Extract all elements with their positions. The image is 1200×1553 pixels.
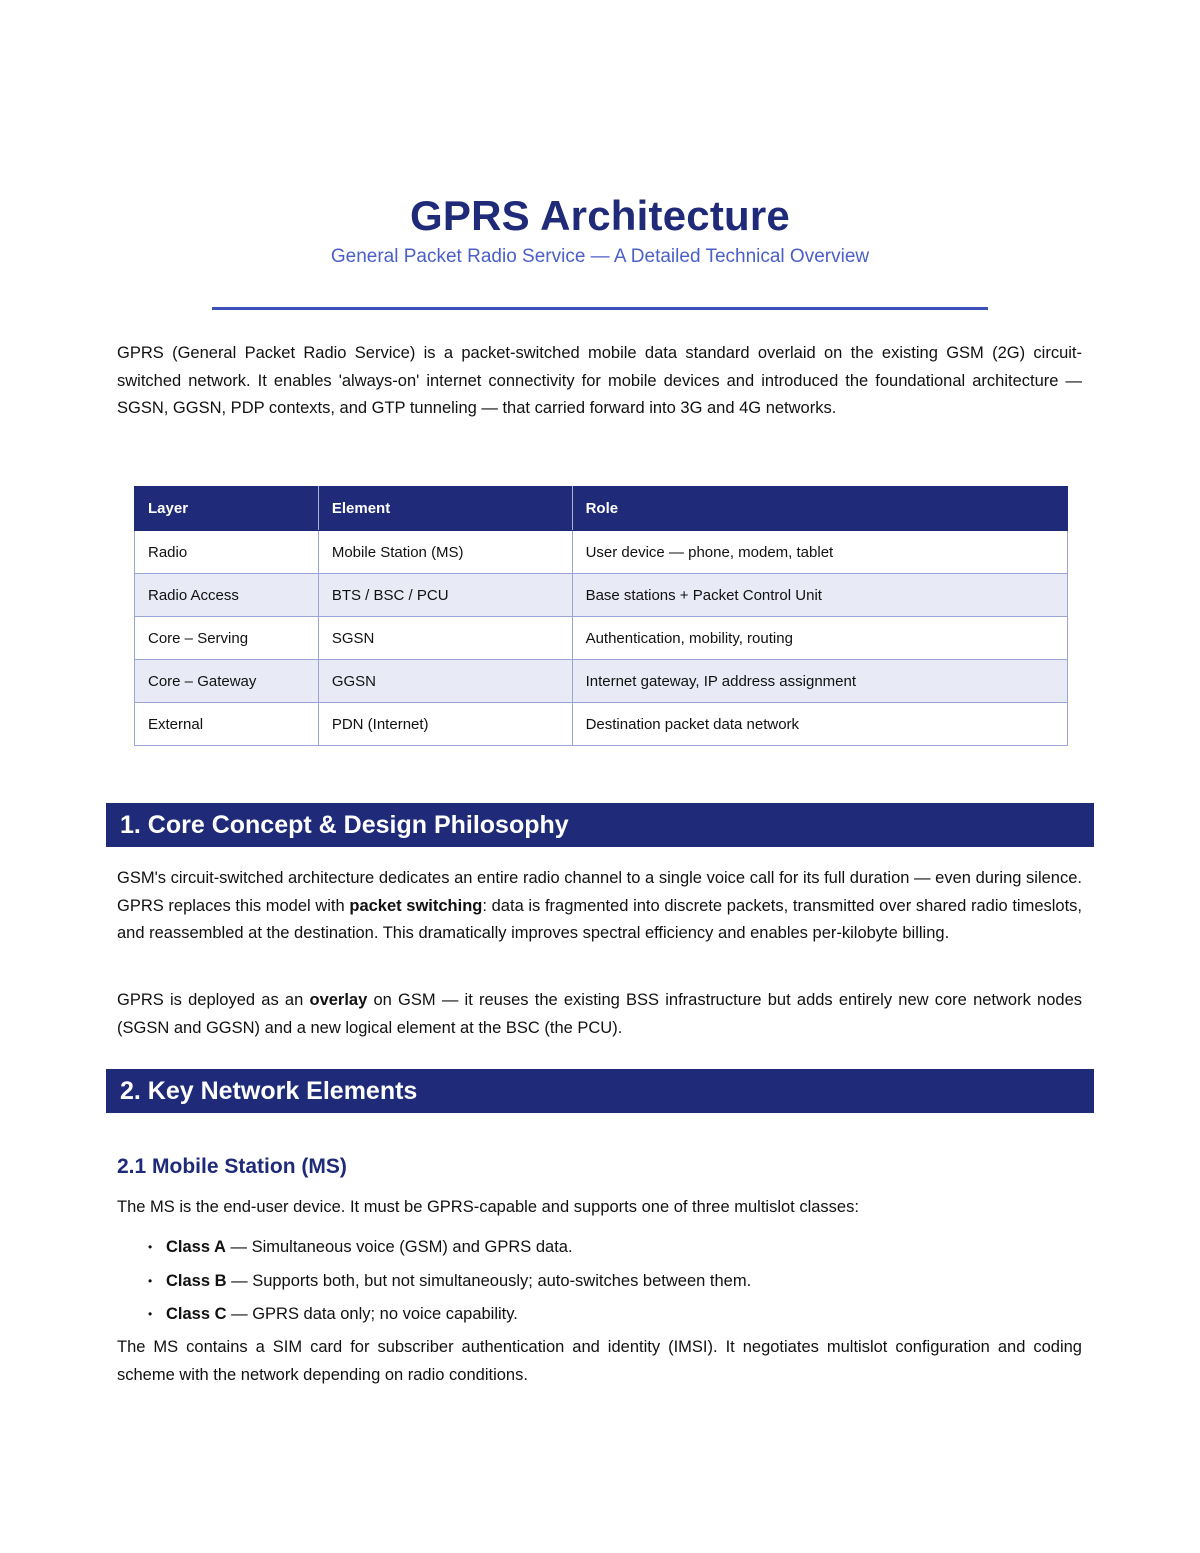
intro-paragraph: GPRS (General Packet Radio Service) is a packet-switched mobile data standard overlaid on the existing GSM (2G) circuit-switched network. It enables 'always-on' internet connectivity for mobile devices and introduced the foundational architecture — SGSN, GGSN, PDP contexts, and GTP tunneling — that carried forward into 3G and 4G networks. [117,344,1082,417]
section-heading-key-elements: 2. Key Network Elements [106,1069,1094,1113]
bullet-icon: • [148,1240,153,1254]
list-item-label: Class A [166,1238,226,1256]
table-cell: PDN (Internet) [318,703,572,746]
table-row [135,531,1068,574]
core-concept-paragraph-2 [117,987,1082,1042]
table-cell: Radio [135,531,319,574]
table-row [135,574,1068,617]
table-cell: Internet gateway, IP address assignment [572,660,1067,703]
table-header-row [135,487,1068,531]
list-item [148,1268,751,1302]
architecture-summary-table [134,486,1068,746]
list-item-label: Class B [166,1271,227,1290]
mobile-station-outro: The MS contains a SIM card for subscriber authentication and identity (IMSI). It negotiates multislot configuration and coding scheme with the network depending on radio conditions. [117,1338,1082,1384]
table-cell: BTS / BSC / PCU [318,574,572,617]
table-cell: SGSN [318,617,572,660]
paragraph-text: GPRS is deployed as an [117,991,310,1009]
table-cell: Core – Serving [135,617,319,660]
section-heading-core-concept: 1. Core Concept & Design Philosophy [106,803,1094,847]
document-title: GPRS Architecture [410,192,790,239]
table-cell: GGSN [318,660,572,703]
bullet-icon: • [148,1273,153,1288]
list-item-text: — GPRS data only; no voice capability. [226,1305,518,1323]
list-item-text: — Supports both, but not simultaneously; auto-switches between them. [226,1271,752,1290]
mobile-station-intro: The MS is the end-user device. It must be GPRS-capable and supports one of three multislot classes: [117,1198,859,1216]
multislot-class-list [148,1234,751,1335]
table-cell: External [135,703,319,746]
emphasis-overlay: overlay [309,991,368,1009]
list-item [148,1301,751,1335]
title-divider [212,307,988,310]
table-row [135,703,1068,746]
paragraph-text: : data is fragmented into discrete packets, transmitted over shared radio timeslots, and reassembled at the destination. This dramatically improves spectral efficiency and enables per-kilobyte billing. [117,896,1083,942]
paragraph-text: on GSM — it reuses the existing BSS infrastructure but adds entirely new core network nodes (SGSN and GGSN) and a new logical element at the BSC (the PCU). [117,991,1083,1037]
emphasis-packet-switching: packet switching [349,896,483,915]
subsection-heading-mobile-station: 2.1 Mobile Station (MS) [117,1155,347,1178]
list-item-label: Class C [166,1305,227,1323]
core-concept-paragraph-1 [117,865,1082,948]
table-header-cell: Layer [135,487,319,531]
table-cell: Radio Access [135,574,319,617]
bullet-icon: • [148,1307,153,1321]
table-cell: Mobile Station (MS) [318,531,572,574]
table-cell: User device — phone, modem, tablet [572,531,1067,574]
document-subtitle: General Packet Radio Service — A Detailed Technical Overview [330,246,870,267]
table-row [135,617,1068,660]
table-row [135,660,1068,703]
table-header-cell: Role [572,487,1067,531]
table-cell: Authentication, mobility, routing [572,617,1067,660]
paragraph-text: GSM's circuit-switched architecture dedicates an entire radio channel to a single voice call for its full duration — even during silence. GPRS replaces this model with [117,869,1082,915]
table-cell: Core – Gateway [135,660,319,703]
table-cell: Base stations + Packet Control Unit [572,574,1067,617]
table-cell: Destination packet data network [572,703,1067,746]
list-item-text: — Simultaneous voice (GSM) and GPRS data. [225,1238,573,1256]
list-item [148,1234,751,1268]
table-header-cell: Element [318,487,572,531]
